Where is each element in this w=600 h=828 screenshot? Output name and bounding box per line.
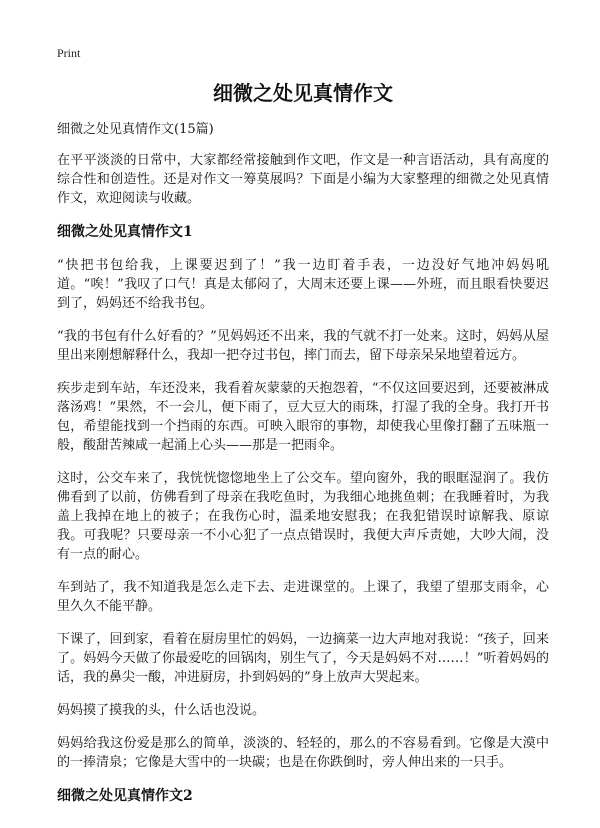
paragraph: “我的书包有什么好看的？”见妈妈还不出来，我的气就不打一处来。这时，妈妈从屋里出来刚想解释什么，我却一把夺过书包，摔门而去，留下母亲呆呆地望着远方。 (57, 329, 549, 363)
paragraph: 妈妈摸了摸我的头，什么话也没说。 (57, 703, 266, 718)
print-link[interactable]: Print (57, 46, 81, 60)
paragraph: 妈妈给我这份爱是那么的简单，淡淡的、轻轻的，那么的不容易看到。它像是大漠中的一捧清泉；它像是大雪中的一块碳；也是在你跌倒时，旁人伸出来的一只手。 (57, 736, 549, 770)
paragraph: 疾步走到车站，车还没来，我看着灰蒙蒙的天抱怨着，“不仅这回要迟到，还要被淋成落汤鸡！”果然，不一会儿，便下雨了，豆大豆大的雨珠，打湿了我的全身。我打开书包，希望能找到一个挡雨的东西。可映入眼帘的事物，却使我心里像打翻了五味瓶一般，酸甜苦辣咸一起涌上心头——那是一把雨伞。 (57, 381, 549, 453)
paragraph: 下课了，回到家，看着在厨房里忙的妈妈，一边摘菜一边大声地对我说：“孩子，回来了。妈妈今天做了你最爱吃的回锅肉，别生气了，今天是妈妈不对……！”听着妈妈的话，我的鼻尖一酸，冲进厨房，扑到妈妈的”身上放声大哭起来。 (57, 632, 549, 685)
intro-paragraph: 在平平淡淡的日常中，大家都经常接触到作文吧，作文是一种言语活动，具有高度的综合性和创造性。还是对作文一筹莫展吗？下面是小编为大家整理的细微之处见真情作文，欢迎阅读与收藏。 (57, 153, 549, 206)
paragraph: 车到站了，我不知道我是怎么走下去、走进课堂的。上课了，我望了望那支雨伞，心里久久不能平静。 (57, 580, 549, 614)
paragraph: 这时，公交车来了，我恍恍惚惚地坐上了公交车。望向窗外，我的眼眶湿润了。我仿佛看到了以前，仿佛看到了母亲在我吃鱼时，为我细心地挑鱼刺；在我睡着时，为我盖上我掉在地上的被子；在我伤心时，温柔地安慰我；在我犯错误时谅解我、原谅我。可我呢？只要母亲一不小心犯了一点点错误时，我便大声斥责她，大吵大闹，没有一点的耐心。 (57, 471, 549, 562)
section-heading-2: 细微之处见真情作文2 (57, 788, 193, 804)
page-title: 细微之处见真情作文 (213, 81, 393, 105)
paragraph: “快把书包给我，上课要迟到了！”我一边盯着手表，一边没好气地冲妈妈吼道。“唉！”我叹了口气！真是太郁闷了，大周末还要上课——外班，而且眼看快要迟到了，妈妈还不给我书包。 (57, 258, 549, 311)
section-heading-1: 细微之处见真情作文1 (57, 224, 193, 240)
document-subtitle: 细微之处见真情作文(15篇) (57, 122, 214, 137)
document-body (57, 151, 549, 820)
